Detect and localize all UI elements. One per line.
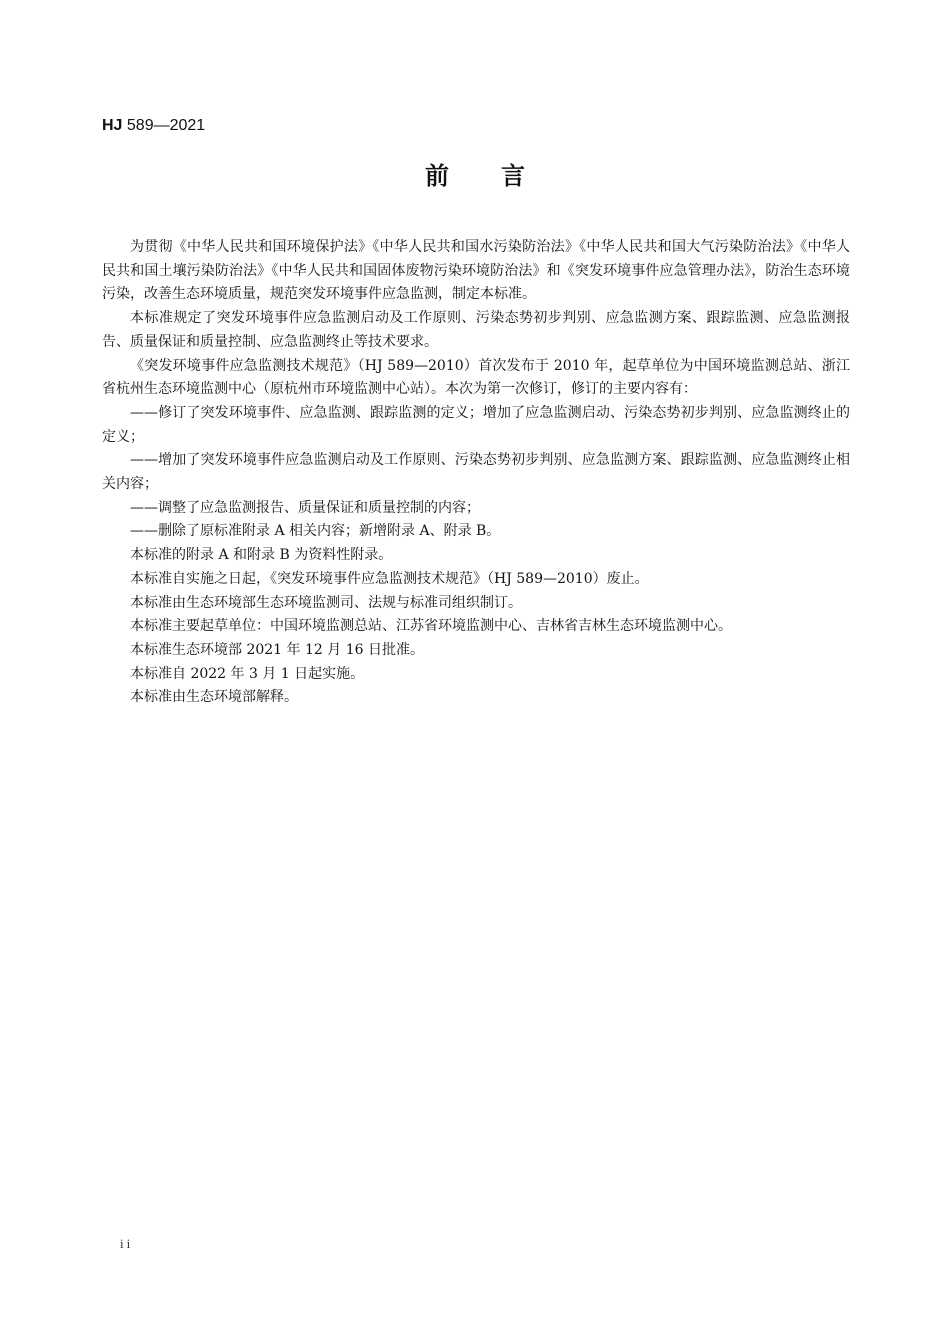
page-number: ii [120, 1236, 134, 1251]
paragraph-revision-item: ——调整了应急监测报告、质量保证和质量控制的内容； [130, 499, 480, 516]
paragraph-revision-item: ——修订了突发环境事件、应急监测、跟踪监测的定义；增加了应急监测启动、污染态势初步判别、应急监测终止的定义； [102, 404, 850, 445]
paragraph-revision-item: ——增加了突发环境事件应急监测启动及工作原则、污染态势初步判别、应急监测方案、跟踪监测、应急监测终止相关内容； [102, 452, 850, 493]
page-title: 前言 [425, 162, 577, 190]
standard-code-number: 589—2021 [122, 117, 206, 134]
paragraph-revision-item: ——删除了原标准附录 A 相关内容；新增附录 A、附录 B。 [130, 523, 501, 540]
paragraph-approval: 本标准生态环境部 2021 年 12 月 16 日批准。 [130, 641, 424, 658]
paragraph-interpretation: 本标准由生态环境部解释。 [130, 689, 298, 706]
foreword-body [102, 236, 850, 710]
paragraph-appendix-note: 本标准的附录 A 和附录 B 为资料性附录。 [130, 547, 393, 564]
paragraph-history: 《突发环境事件应急监测技术规范》（HJ 589—2010）首次发布于 2010 年，起草单位为中国环境监测总站、浙江省杭州生态环境监测中心（原杭州市环境监测中心站）。本次为第一次修订，修订的主要内容有： [102, 357, 850, 398]
standard-code-header [102, 116, 205, 136]
paragraph-effective-date: 本标准自 2022 年 3 月 1 日起实施。 [130, 665, 365, 682]
standard-code-prefix: HJ [102, 117, 123, 134]
paragraph-scope: 本标准规定了突发环境事件应急监测启动及工作原则、污染态势初步判别、应急监测方案、跟踪监测、应急监测报告、质量保证和质量控制、应急监测终止等技术要求。 [102, 310, 850, 350]
paragraph-purpose: 为贯彻《中华人民共和国环境保护法》《中华人民共和国水污染防治法》《中华人民共和国大气污染防治法》《中华人民共和国土壤污染防治法》《中华人民共和国固体废物污染环境防治法》和《突发环境事件应急管理办法》，防治生态环境污染，改善生态环境质量，规范突发环境事件应急监测，制定本标准。 [102, 239, 850, 303]
paragraph-repeal: 本标准自实施之日起，《突发环境事件应急监测技术规范》（HJ 589—2010）废止。 [130, 570, 649, 587]
paragraph-drafters: 本标准主要起草单位：中国环境监测总站、江苏省环境监测中心、吉林省吉林生态环境监测中心。 [130, 618, 732, 635]
paragraph-organizer: 本标准由生态环境部生态环境监测司、法规与标准司组织制订。 [130, 594, 522, 611]
